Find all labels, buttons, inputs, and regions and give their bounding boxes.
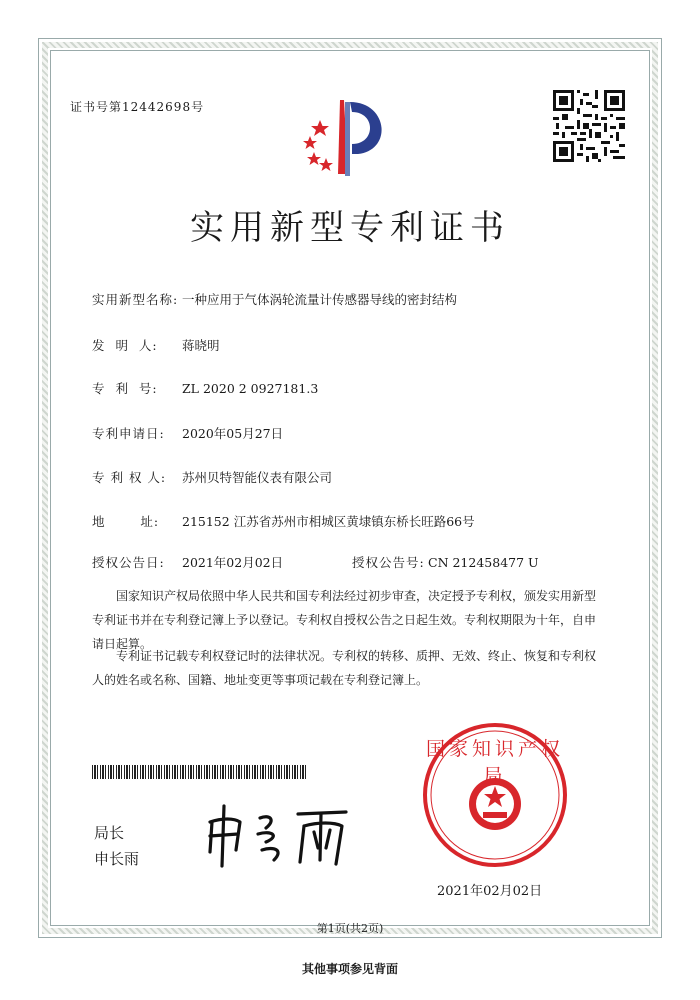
field-patent-number bbox=[92, 379, 318, 397]
seal-date: 2021年02月02日 bbox=[437, 884, 543, 899]
field-value: CN 212458477 U bbox=[428, 555, 539, 570]
field-label: 专 利 权 人: bbox=[92, 470, 167, 485]
field-value: 蒋晓明 bbox=[182, 338, 220, 353]
field-value: 一种应用于气体涡轮流量计传感器导线的密封结构 bbox=[182, 292, 458, 307]
patent-office-logo-icon bbox=[298, 92, 398, 182]
official-seal bbox=[420, 720, 570, 870]
signature-image bbox=[200, 800, 360, 870]
signatory-title: 局长 bbox=[94, 824, 125, 842]
field-filing-date bbox=[92, 424, 283, 442]
field-label: 地 址: bbox=[92, 514, 160, 529]
field-value: 2021年02月02日 bbox=[182, 555, 284, 570]
field-value: ZL 2020 2 0927181.3 bbox=[182, 381, 319, 396]
field-grant-number bbox=[352, 553, 539, 571]
seal-text-label: 国家知识产权局 bbox=[425, 738, 564, 787]
field-value: 215152 江苏省苏州市相城区黄埭镇东桥长旺路66号 bbox=[182, 514, 475, 529]
certificate-number: 证书号第12442698号 bbox=[70, 100, 205, 114]
field-label: 发 明 人: bbox=[92, 338, 158, 353]
field-value: 苏州贝特智能仪表有限公司 bbox=[182, 470, 333, 485]
field-label: 授权公告日: bbox=[92, 555, 165, 570]
certificate-title: 实用新型专利证书 bbox=[190, 208, 510, 248]
field-label: 专利申请日: bbox=[92, 426, 165, 441]
field-label: 专 利 号: bbox=[92, 381, 158, 396]
footer-note: 其他事项参见背面 bbox=[301, 962, 398, 976]
field-label: 授权公告号: bbox=[352, 555, 425, 570]
barcode bbox=[92, 765, 306, 779]
field-address bbox=[92, 512, 475, 530]
field-utility-model-name bbox=[92, 290, 457, 308]
field-label: 实用新型名称: bbox=[92, 292, 179, 307]
national-emblem-icon bbox=[469, 778, 521, 830]
field-patentee bbox=[92, 468, 332, 486]
field-inventor bbox=[92, 336, 220, 354]
page-indicator: 第1页(共2页) bbox=[316, 922, 384, 935]
qr-code-icon bbox=[553, 90, 625, 162]
signatory-name: 申长雨 bbox=[94, 850, 140, 868]
body-paragraph-1: 国家知识产权局依照中华人民共和国专利法经过初步审查，决定授予专利权，颁发实用新型专利证书并在专利登记簿上予以登记。专利权自授权公告之日起生效。专利权期限为十年，自申请日起算。 bbox=[92, 589, 597, 651]
body-paragraph-2: 专利证书记载专利权登记时的法律状况。专利权的转移、质押、无效、终止、恢复和专利权人的姓名或名称、国籍、地址变更等事项记载在专利登记簿上。 bbox=[92, 649, 597, 687]
field-value: 2020年05月27日 bbox=[182, 426, 284, 441]
field-grant-date bbox=[92, 553, 283, 571]
